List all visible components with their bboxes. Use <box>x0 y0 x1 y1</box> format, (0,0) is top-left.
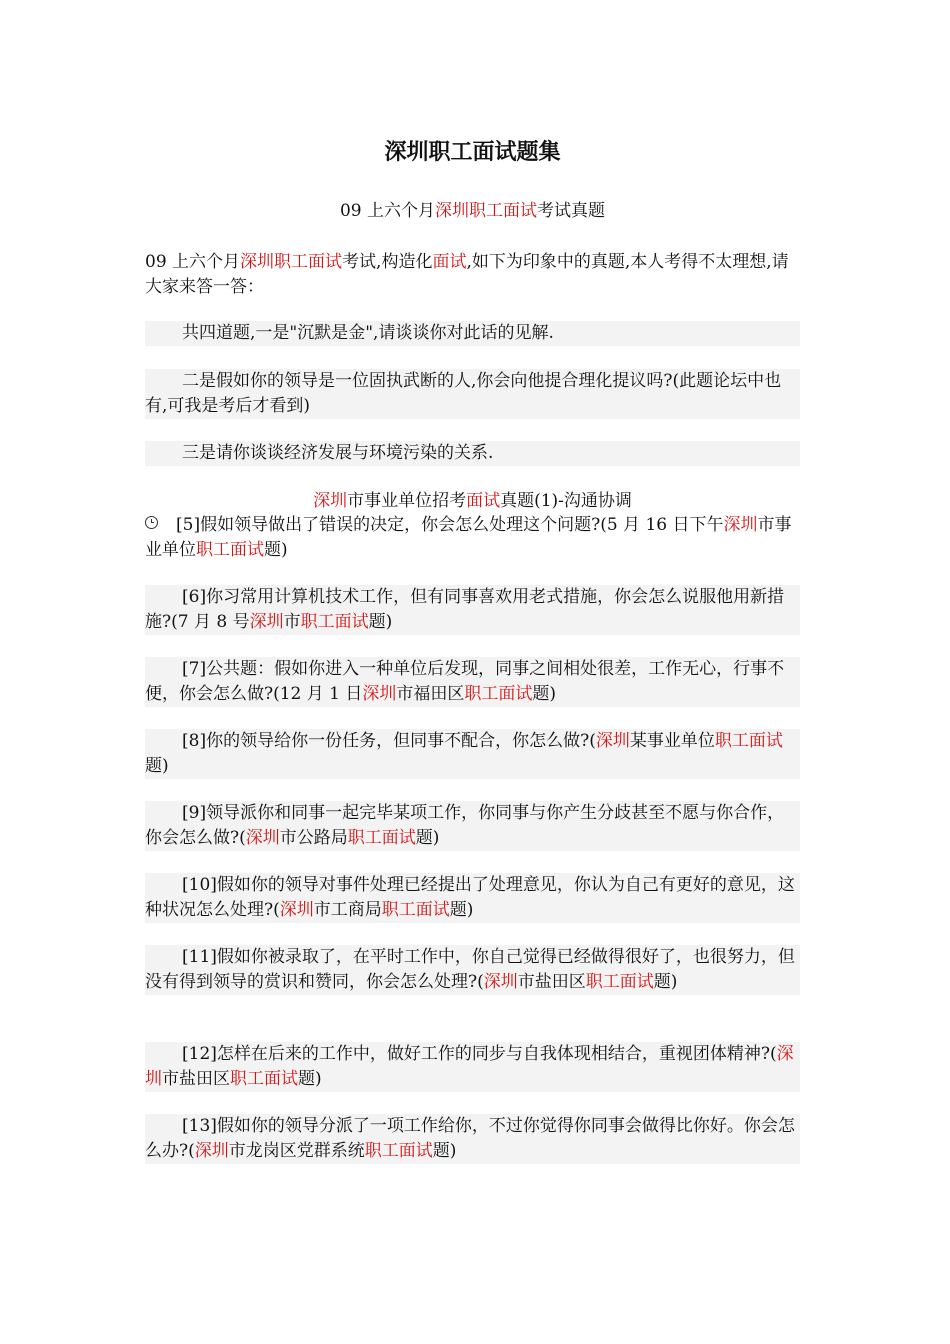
question-item-5 <box>145 513 800 563</box>
body-text: 市公路局 <box>279 828 348 848</box>
highlight-text: 深圳职工面试 <box>435 201 538 221</box>
highlight-text: 深圳 <box>595 731 630 751</box>
body-text: 市盐田区 <box>517 972 586 992</box>
body-text: 市盐田区 <box>162 1069 230 1089</box>
highlight-text: 深圳 <box>145 1044 794 1089</box>
highlight-text: 职工面试 <box>585 972 654 992</box>
body-text: 三是请你谈谈经济发展与环境污染的关系. <box>182 443 494 463</box>
question-two-paragraph <box>145 369 800 419</box>
highlight-text: 职工面试 <box>347 828 416 848</box>
question-item-12 <box>145 1042 800 1092</box>
body-text: [10]假如你的领导对事件处理已经提出了处理意见，你认为自己有更好的意见，这种状况怎么处理?( <box>145 875 795 920</box>
body-text: 二是假如你的领导是一位固执武断的人,你会向他提合理化提议吗?(此题论坛中也有,可我是考后才看到) <box>145 371 782 416</box>
body-text: 题) <box>368 612 393 632</box>
highlight-text: 面试 <box>466 491 501 511</box>
highlight-text: 职工面试 <box>714 731 783 751</box>
body-text: [6]你习常用计算机技术工作，但有同事喜欢用老式措施，你会怎么说服他用新措施?(7 月 8 号 <box>145 587 785 632</box>
body-text: 市事业单位 <box>145 515 792 560</box>
highlight-text: 面试 <box>432 252 467 272</box>
body-text: ,如下为印象中的真题,本人考得不太理想,请大家来答一答： <box>145 252 789 297</box>
highlight-text: 深圳 <box>313 491 348 511</box>
highlight-text: 职工面试 <box>364 1141 433 1161</box>
clock-icon <box>145 516 158 529</box>
highlight-text: 深圳 <box>362 684 397 704</box>
body-text: 题) <box>298 1069 322 1089</box>
question-item-13 <box>145 1114 800 1164</box>
question-item-11 <box>145 945 800 995</box>
question-text <box>145 515 792 560</box>
section2-heading <box>145 488 800 514</box>
body-text: 题) <box>449 900 474 920</box>
body-text: [11]假如你被录取了，在平时工作中，你自己觉得已经做得很好了，也很努力，但没有得到领导的赏识和赞同，你会怎么处理?( <box>145 947 795 992</box>
body-text: 题) <box>145 756 169 776</box>
highlight-text: 深圳 <box>194 1141 229 1161</box>
question-item-10 <box>145 873 800 923</box>
body-text: 共四道题,一是"沉默是金",请谈谈你对此话的见解. <box>182 323 554 343</box>
body-text: 市事业单位招考 <box>347 491 467 511</box>
highlight-text: 职工面试 <box>230 1069 298 1089</box>
section1-heading <box>145 198 800 224</box>
highlight-text: 深圳 <box>723 515 758 535</box>
highlight-text: 深圳 <box>249 612 284 632</box>
highlight-text: 职工面试 <box>464 684 533 704</box>
question-item-6 <box>145 585 800 635</box>
body-text: 题) <box>432 1141 457 1161</box>
body-text: 题) <box>532 684 557 704</box>
body-text: 考试,构造化 <box>342 252 433 272</box>
body-text: 真题(1)-沟通协调 <box>500 491 632 511</box>
highlight-text: 职工面试 <box>381 900 450 920</box>
highlight-text: 深圳 <box>245 828 280 848</box>
question-item-7 <box>145 657 800 707</box>
body-text: [8]你的领导给你一份任务，但同事不配合，你怎么做?( <box>182 731 596 751</box>
body-text: 题) <box>264 540 288 560</box>
body-text: [7]公共题：假如你进入一种单位后发现，同事之间相处很差，工作无心，行事不便，你会怎么做?(12 月 1 日 <box>145 659 785 704</box>
question-item-8 <box>145 729 800 779</box>
body-text: [9]领导派你和同事一起完毕某项工作，你同事与你产生分歧甚至不愿与你合作，你会怎么做?( <box>145 803 785 848</box>
body-text: [12]怎样在后来的工作中，做好工作的同步与自我体现相结合，重视团体精神?( <box>182 1044 777 1064</box>
intro-paragraph <box>145 250 800 300</box>
highlight-text: 深圳 <box>483 972 518 992</box>
body-text: 09 上六个月 <box>339 201 436 221</box>
body-text: 09 上六个月 <box>145 252 241 272</box>
body-text: 市龙岗区党群系统 <box>228 1141 365 1161</box>
highlight-text: 职工面试 <box>196 540 264 560</box>
body-text: 某事业单位 <box>629 731 715 751</box>
body-text: 市工商局 <box>313 900 382 920</box>
body-text: [13]假如你的领导分派了一项工作给你，不过你觉得你同事会做得比你好。你会怎么办?( <box>145 1116 795 1161</box>
body-text: 市 <box>283 612 301 632</box>
highlight-text: 深圳 <box>279 900 314 920</box>
body-text: 题) <box>653 972 678 992</box>
highlight-text: 职工面试 <box>300 612 369 632</box>
body-text: 考试真题 <box>537 201 606 221</box>
body-text: 题) <box>415 828 440 848</box>
question-three-paragraph <box>145 441 800 466</box>
body-text: [5]假如领导做出了错误的决定，你会怎么处理这个问题?(5 月 16 日下午 <box>176 515 724 535</box>
body-text: 市福田区 <box>396 684 465 704</box>
question-one-paragraph <box>145 321 800 346</box>
highlight-text: 深圳职工面试 <box>240 252 343 272</box>
question-item-9 <box>145 801 800 851</box>
document-title: 深圳职工面试题集 <box>384 139 561 165</box>
